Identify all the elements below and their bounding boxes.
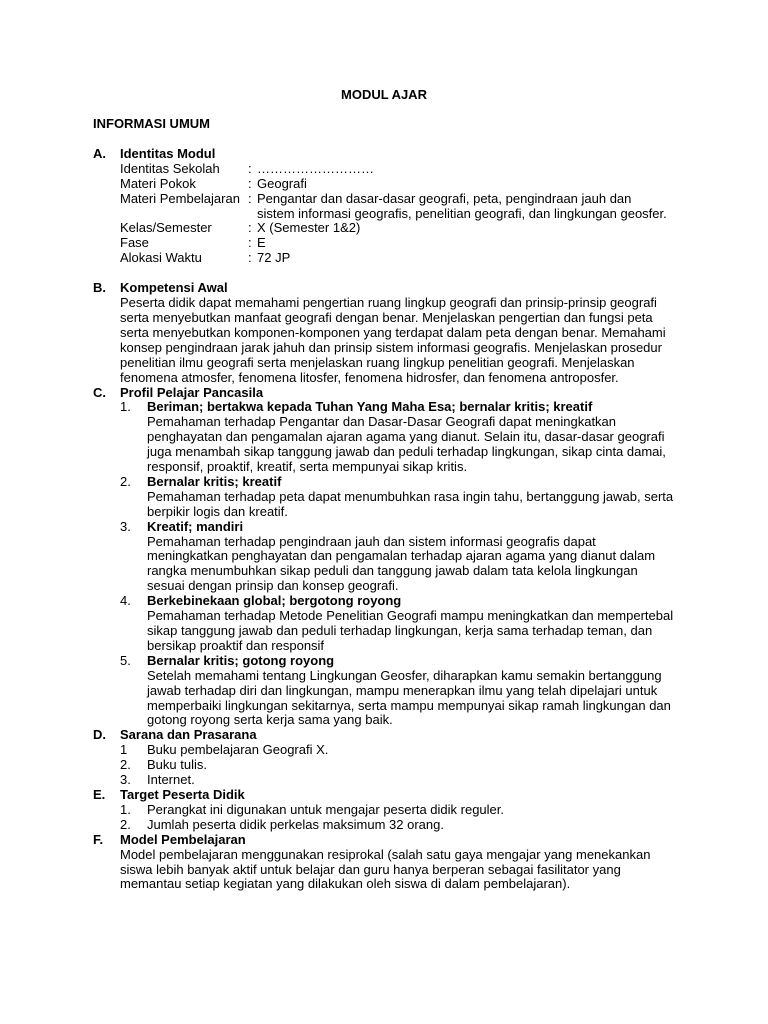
list-item [120,818,683,833]
item-number: 1. [120,399,131,415]
section-heading [93,281,683,296]
item-number: 4. [120,593,131,609]
item-number: 5. [120,652,131,668]
item-line: Pemahaman terhadap Pengantar dan Dasar-Dasar Geografi dapat meningkatkan [147,414,617,430]
item-line: penghayatan dan pengamalan ajaran agama yang dianut. Selain itu, dasar-dasar geografi [147,429,665,445]
section-target-peserta [93,788,683,833]
id-label: Kelas/Semester [120,220,212,236]
id-value-line: Pengantar dan dasar-dasar geografi, peta, pengindraan jauh dan [257,190,632,206]
paragraph-line: Model pembelajaran menggunakan resiprokal (salah satu gaya mengajar yang menekankan [120,846,651,862]
id-value: X (Semester 1&2) [257,220,361,236]
item-line: jawab terhadap diri dan lingkungan, mampu menerapkan ilmu yang telah dipelajari untuk [147,682,658,698]
id-row [120,251,683,266]
id-value: E [257,235,266,251]
section-title: Target Peserta Didik [120,786,245,802]
paragraph-line: serta menyebutkan manfaat geografi dengan benar. Menjelaskan pengertian dan fungsi peta [120,309,653,325]
item-line: memperbaiki lingkungan sekitarnya, serta mampu mempunyai sikap ramah lingkungan dan [147,697,671,713]
section-title: Sarana dan Prasarana [120,727,257,743]
item-line: Pemahaman terhadap peta dapat menumbuhkan rasa ingin tahu, bertanggung jawab, serta [147,488,674,504]
paragraph-line: siswa lebih banyak aktif untuk belajar dan guru hanya berperan sebagai fasilitator yang [120,861,621,877]
id-row [120,177,683,192]
section-title: Profil Pelajar Pancasila [120,384,264,400]
section-identitas-modul [93,147,683,266]
item-line: gotong royong serta kerja sama yang baik. [147,712,393,728]
section-title: Model Pembelajaran [120,831,246,847]
item-line: rangka menumbuhkan sikap peduli dan tanggung jawab dalam tata kelola lingkungan [147,563,638,579]
paragraph-line: serta menyebutkan komponen-komponen yang terdapat dalam peta dengan benar. Memahami [120,324,666,340]
item-text: Jumlah peserta didik perkelas maksimum 32 orang. [147,816,444,832]
list-item [120,803,683,818]
section-letter: B. [93,280,106,296]
list-item [120,758,683,773]
id-row [120,192,683,222]
id-value: Geografi [257,175,307,191]
item-number: 3. [120,518,131,534]
section-model-pembelajaran [93,833,683,893]
id-label: Materi Pokok [120,175,196,191]
item-text: Buku tulis. [147,757,207,773]
item-number: 1. [120,801,131,817]
section-heading [93,728,683,743]
item-title: Beriman; bertakwa kepada Tuhan Yang Maha Esa; bernalar kritis; kreatif [147,399,593,415]
id-colon: : [248,175,252,191]
section-letter: E. [93,786,106,802]
info-umum-heading: INFORMASI UMUM [93,116,210,131]
item-title: Bernalar kritis; kreatif [147,473,282,489]
list-item [120,400,683,475]
section-profil-pelajar [93,386,683,729]
list-item [120,594,683,654]
item-title: Bernalar kritis; gotong royong [147,652,335,668]
id-label: Identitas Sekolah [120,160,220,176]
item-line: bersikap proaktif dan responsif [147,637,325,653]
id-colon: : [248,235,252,251]
id-value: 72 JP [257,250,291,266]
item-line: berpikir logis dan kreatif. [147,503,288,519]
list-item [120,743,683,758]
paragraph [120,848,683,893]
item-line: Pemahaman terhadap pengindraan jauh dan sistem informasi geografis dapat [147,533,596,549]
item-number: 1 [120,742,128,758]
item-line: Pemahaman terhadap Metode Penelitian Geografi mampu meningkatkan dan mempertebal [147,608,674,624]
item-title: Berkebinekaan global; bergotong royong [147,593,402,609]
paragraph-line: konsep pengindraan jarak jahuh dan prinsip sistem informasi geografis. Menjelaskan prosedur [120,339,662,355]
item-line: responsif, proaktif, kreatif, serta mempunyai sikap kritis. [147,459,468,475]
id-colon: : [248,250,252,266]
id-colon: : [248,190,252,206]
section-title: Identitas Modul [120,145,216,161]
item-number: 2. [120,816,131,832]
document-title: MODUL AJAR [341,87,427,102]
item-line: sikap tanggung jawab dan peduli terhadap lingkungan, kerja sama terhadap teman, dan [147,623,653,638]
id-label: Fase [120,235,149,251]
paragraph-line: Peserta didik dapat memahami pengertian ruang lingkup geografi dan prinsip-prinsip geografi [120,295,657,311]
list-item [120,475,683,520]
item-text: Buku pembelajaran Geografi X. [147,742,329,758]
id-value: ……………………… [257,160,374,176]
id-value-line: sistem informasi geografis, penelitian geografi, dan lingkungan geosfer. [257,205,667,221]
section-letter: C. [93,384,106,400]
paragraph [120,296,683,385]
id-colon: : [248,220,252,236]
section-title: Kompetensi Awal [120,280,228,296]
list-item [120,654,683,729]
item-line: juga menambah sikap tanggung jawab dan peduli terhadap lingkungan, sikap cinta damai, [147,444,666,460]
section-letter: A. [93,145,106,161]
item-line: sesuai dengan prinsip dan konsep geografi. [147,578,399,594]
id-row [120,236,683,251]
section-letter: F. [93,831,104,847]
id-label: Alokasi Waktu [120,250,202,266]
section-letter: D. [93,727,106,743]
section-heading [93,788,683,803]
item-line: meningkatkan penghayatan dan pengamalan terhadap ajaran agama yang dianut dalam [147,548,656,564]
list-item [120,520,683,595]
section-heading [93,386,683,401]
paragraph-line: fenomena atmosfer, fenomena litosfer, fenomena hidrosfer, dan fenomena antroposfer. [120,369,619,385]
id-row [120,221,683,236]
section-heading [93,147,683,162]
paragraph-line: memantau setiap kegiatan yang dilakukan oleh siswa di dalam pembelajaran). [120,876,571,892]
id-label: Materi Pembelajaran [120,190,240,206]
section-kompetensi-awal [93,281,683,385]
id-value [257,192,683,222]
item-number: 2. [120,757,131,773]
paragraph-line: penelitian ilmu geografi serta menjelaskan ruang lingkup penelitian geografi. Menjelaskan [120,354,635,370]
document-content [93,117,683,892]
section-sarana-prasarana [93,728,683,788]
item-text: Internet. [147,772,195,788]
id-colon: : [248,160,252,176]
item-text: Perangkat ini digunakan untuk mengajar peserta didik reguler. [147,801,505,817]
item-number: 2. [120,473,131,489]
list-item [120,773,683,788]
item-title: Kreatif; mandiri [147,518,244,534]
section-heading [93,833,683,848]
id-row [120,162,683,177]
item-line: Setelah memahami tentang Lingkungan Geosfer, diharapkan kamu semakin bertanggung [147,667,662,683]
item-number: 3. [120,772,131,788]
